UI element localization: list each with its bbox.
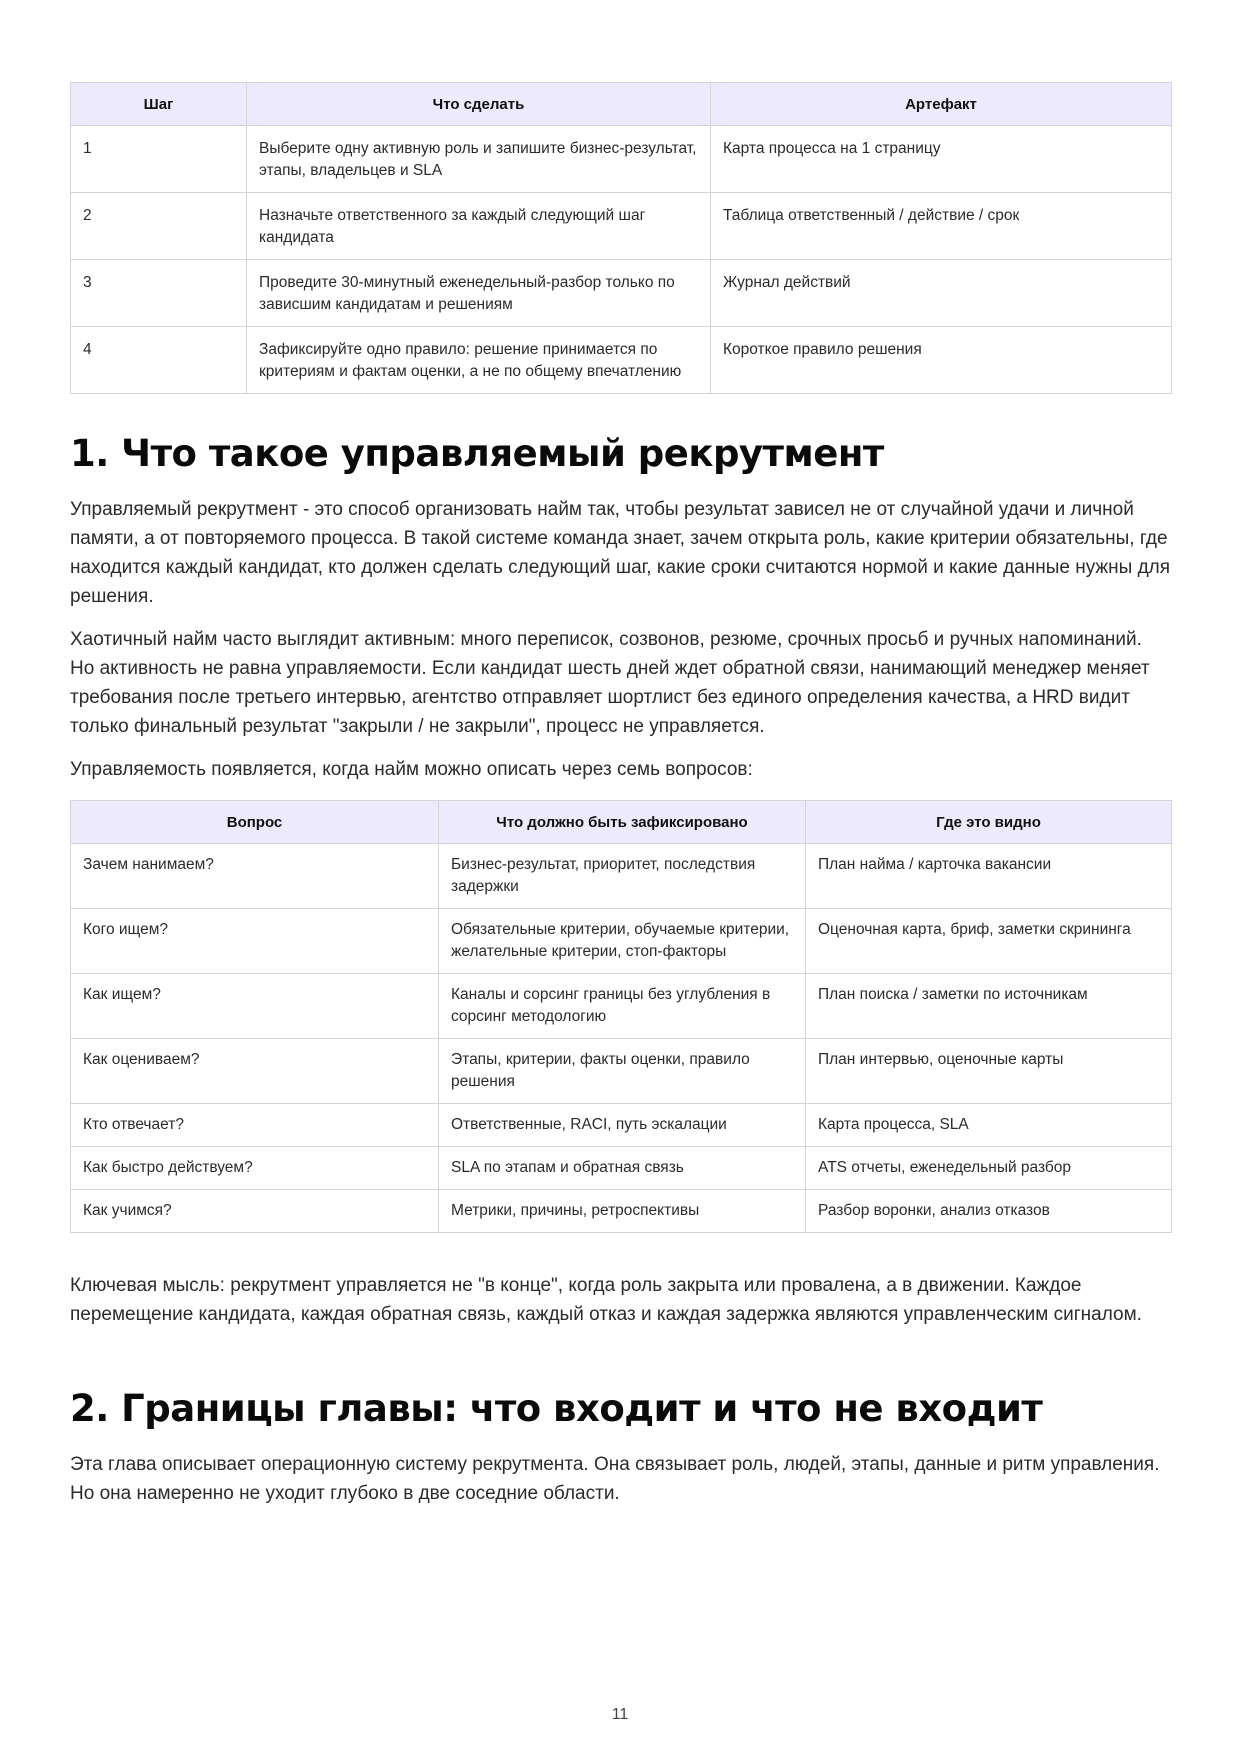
- section-2: [70, 1387, 1171, 1508]
- table-cell: Бизнес-результат, приоритет, последствия задержки: [439, 844, 806, 909]
- steps-table: [70, 82, 1172, 394]
- table-cell: Назначьте ответственного за каждый следующий шаг кандидата: [247, 193, 711, 260]
- table-row: [71, 260, 1172, 327]
- table-row: [71, 327, 1172, 394]
- paragraph: Ключевая мысль: рекрутмент управляется не "в конце", когда роль закрыта или провалена, а в движении. Каждое перемещение кандидата, каждая обратная связь, каждый отказ и каждая задержка являются управленческим сигналом.: [70, 1275, 1142, 1325]
- paragraph: Эта глава описывает операционную систему рекрутмента. Она связывает роль, людей, этапы, данные и ритм управления. Но она намеренно не уходит глубоко в две соседние области.: [70, 1454, 1160, 1504]
- table-cell: Выберите одну активную роль и запишите бизнес-результат, этапы, владельцев и SLA: [247, 126, 711, 193]
- table-cell: 2: [71, 193, 247, 260]
- questions-table: [70, 800, 1172, 1233]
- table-cell: Этапы, критерии, факты оценки, правило решения: [439, 1039, 806, 1104]
- column-header: Артефакт: [711, 83, 1172, 126]
- table-cell: Зафиксируйте одно правило: решение принимается по критериям и фактам оценки, а не по общему впечатлению: [247, 327, 711, 394]
- table-header-row: [71, 83, 1172, 126]
- table-cell: 4: [71, 327, 247, 394]
- table-cell: Журнал действий: [711, 260, 1172, 327]
- table-cell: План найма / карточка вакансии: [806, 844, 1172, 909]
- paragraph: Хаотичный найм часто выглядит активным: много переписок, созвонов, резюме, срочных просьб и ручных напоминаний. Но активность не равна управляемости. Если кандидат шесть дней ждет обратной связи, нанимающий менеджер меняет требования после третьего интервью, агентство отправляет шортлист без единого определения качества, а HRD видит только финальный результат "закрыли / не закрыли", процесс не управляется.: [70, 629, 1150, 737]
- column-header: Что сделать: [247, 83, 711, 126]
- table-cell: Каналы и сорсинг границы без углубления в сорсинг методологию: [439, 974, 806, 1039]
- column-header: Где это видно: [806, 801, 1172, 844]
- paragraph: Управляемый рекрутмент - это способ организовать найм так, чтобы результат зависел не от случайной удачи и личной памяти, а от повторяемого процесса. В такой системе команда знает, зачем открыта роль, какие критерии обязательны, где находится каждый кандидат, кто должен сделать следующий шаг, какие сроки считаются нормой и какие данные нужны для решения.: [70, 499, 1171, 607]
- table-cell: Карта процесса, SLA: [806, 1104, 1172, 1147]
- table-cell: Как оцениваем?: [71, 1039, 439, 1104]
- table-row: [71, 1039, 1172, 1104]
- paragraph: Управляемость появляется, когда найм можно описать через семь вопросов:: [70, 759, 753, 780]
- table-row: [71, 193, 1172, 260]
- table-cell: Таблица ответственный / действие / срок: [711, 193, 1172, 260]
- table-cell: Ответственные, RACI, путь эскалации: [439, 1104, 806, 1147]
- table-cell: Кого ищем?: [71, 909, 439, 974]
- table-row: [71, 1147, 1172, 1190]
- column-header: Шаг: [71, 83, 247, 126]
- table-cell: Разбор воронки, анализ отказов: [806, 1190, 1172, 1233]
- section-heading: 2. Границы главы: что входит и что не входит: [70, 1387, 1043, 1430]
- table-cell: 1: [71, 126, 247, 193]
- table-cell: ATS отчеты, еженедельный разбор: [806, 1147, 1172, 1190]
- table-header-row: [71, 801, 1172, 844]
- page-content: [70, 82, 1171, 1522]
- table-row: [71, 1104, 1172, 1147]
- table-row: [71, 844, 1172, 909]
- table-cell: Карта процесса на 1 страницу: [711, 126, 1172, 193]
- section-1: [70, 432, 1171, 1329]
- table-cell: Как учимся?: [71, 1190, 439, 1233]
- table-cell: Кто отвечает?: [71, 1104, 439, 1147]
- page-number: 11: [611, 1706, 629, 1723]
- table-cell: Оценочная карта, бриф, заметки скрининга: [806, 909, 1172, 974]
- table-cell: Как ищем?: [71, 974, 439, 1039]
- table-cell: Обязательные критерии, обучаемые критерии, желательные критерии, стоп-факторы: [439, 909, 806, 974]
- table-cell: Зачем нанимаем?: [71, 844, 439, 909]
- table-row: [71, 974, 1172, 1039]
- section-heading: 1. Что такое управляемый рекрутмент: [70, 432, 884, 475]
- table-cell: Короткое правило решения: [711, 327, 1172, 394]
- table-cell: Проведите 30-минутный еженедельный-разбор только по зависшим кандидатам и решениям: [247, 260, 711, 327]
- table-cell: Как быстро действуем?: [71, 1147, 439, 1190]
- table-cell: План поиска / заметки по источникам: [806, 974, 1172, 1039]
- table-cell: SLA по этапам и обратная связь: [439, 1147, 806, 1190]
- table-cell: План интервью, оценочные карты: [806, 1039, 1172, 1104]
- table-row: [71, 126, 1172, 193]
- column-header: Что должно быть зафиксировано: [439, 801, 806, 844]
- column-header: Вопрос: [71, 801, 439, 844]
- table-row: [71, 909, 1172, 974]
- table-cell: Метрики, причины, ретроспективы: [439, 1190, 806, 1233]
- table-row: [71, 1190, 1172, 1233]
- table-cell: 3: [71, 260, 247, 327]
